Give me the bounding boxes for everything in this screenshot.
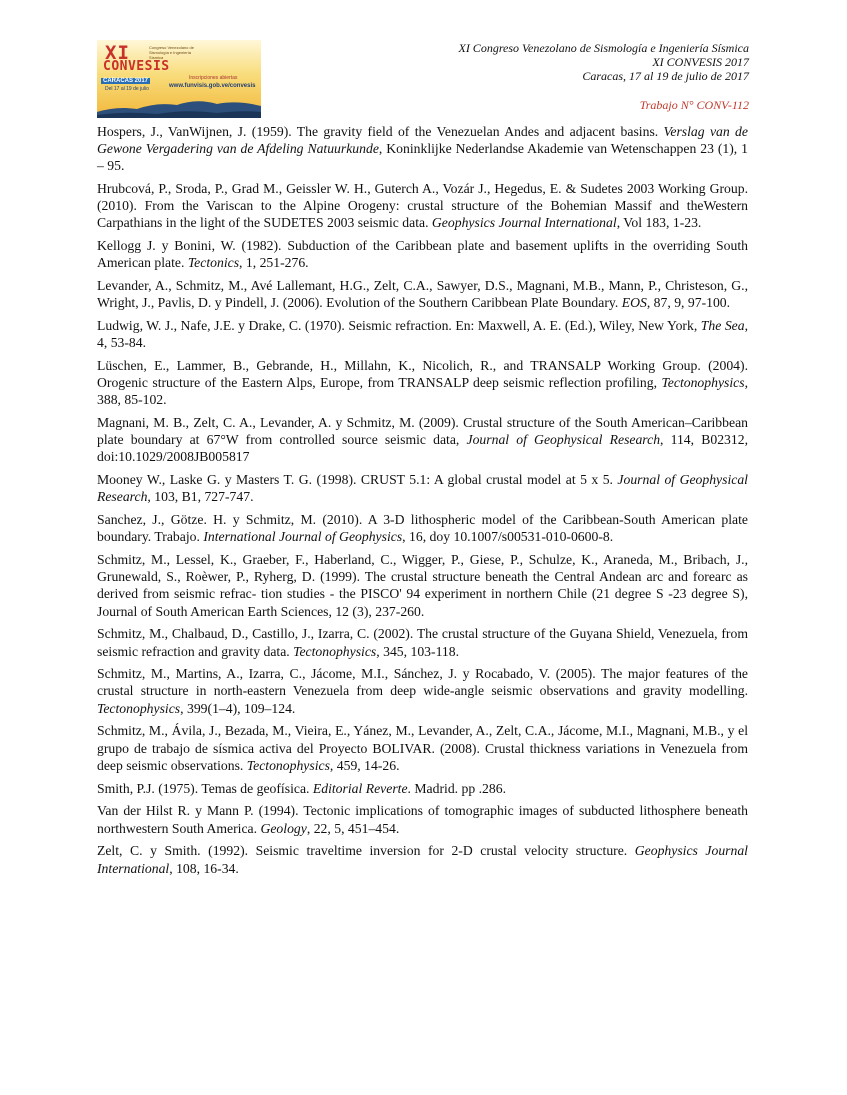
reference-source: Geology bbox=[260, 820, 307, 836]
header-congress: XI Congreso Venezolano de Sismología e Ingeniería Sísmica bbox=[458, 41, 749, 55]
reference-source: Journal of Geophysical Research bbox=[97, 472, 748, 505]
reference-entry bbox=[97, 180, 748, 231]
mountain-silhouette-icon bbox=[97, 92, 261, 118]
reference-text: , 103, B1, 727-747. bbox=[147, 489, 254, 505]
reference-text: Hospers, J., VanWijnen, J. (1959). The gravity field of the Venezuelan Andes and adjacent basins. bbox=[97, 124, 664, 139]
reference-source: The Sea bbox=[700, 318, 745, 334]
reference-text: , 114, B02312, doi:10.1029/2008JB005817 bbox=[97, 432, 748, 465]
reference-source: Editorial Reverte bbox=[312, 780, 408, 796]
reference-text: . Madrid. pp .286. bbox=[407, 780, 506, 796]
reference-text: , Koninklijke Nederlandse Akademie van Wetenschappen 23 (1), 1 – 95. bbox=[97, 141, 748, 174]
reference-entry bbox=[97, 551, 748, 619]
reference-entry bbox=[97, 625, 748, 659]
reference-source: Geophysics Journal International bbox=[431, 215, 617, 231]
reference-source: Verslag van de Gewone Vergadering van de Afdeling Natuurkunde bbox=[97, 124, 748, 157]
reference-entry bbox=[97, 511, 748, 545]
reference-entry bbox=[97, 237, 748, 271]
reference-entry bbox=[97, 842, 748, 876]
reference-source: Journal of Geophysical Research bbox=[466, 432, 661, 448]
reference-text: Lüschen, E., Lammer, B., Gebrande, H., Millahn, K., Nicolich, R., and TRANSALP Working Group. (2004). Orogenic structure of the Eastern Alps, Europe, from TRANSALP deep seismic reflection profiling, bbox=[97, 358, 748, 391]
page-header bbox=[458, 41, 749, 112]
reference-source: Tectonophysics bbox=[97, 700, 181, 716]
logo-url: www.funvisis.gob.ve/convesis bbox=[169, 83, 256, 89]
reference-source: International Journal of Geophysics bbox=[203, 529, 403, 545]
reference-source: Geophysics Journal International bbox=[97, 843, 748, 876]
reference-entry bbox=[97, 357, 748, 408]
reference-text: Van der Hilst R. y Mann P. (1994). Tectonic implications of tomographic images of subducted lithosphere beneath northwestern South America. bbox=[97, 803, 748, 836]
reference-text: Schmitz, M., Martins, A., Izarra, C., Jácome, M.I., Sánchez, J. y Rocabado, V. (2005). The major features of the crustal structure in north-eastern Venezuela from deep wide-angle seismic observations and gravity modelling. bbox=[97, 666, 748, 699]
reference-entry bbox=[97, 802, 748, 836]
reference-text: , 22, 5, 451–454. bbox=[306, 820, 400, 836]
reference-text: Schmitz, M., Lessel, K., Graeber, F., Haberland, C., Wigger, P., Giese, P., Schulze, K., Araneda, M., Bribach, J., Grunewald, S., Roèwer, P., Ryherg, D. (1999). The crustal structure beneath the Central Andean arc and forearc as derived from seismic refrac- tion studies - the PISCO' 94 experiment in northern Chile (21 degree S -23 degree S), Journal of South American Earth Sciences, 12 (3), 237-260. bbox=[97, 552, 748, 619]
reference-text: , 1, 251-276. bbox=[239, 255, 309, 271]
reference-text: , 388, 85-102. bbox=[97, 375, 748, 408]
reference-entry bbox=[97, 123, 748, 174]
reference-text: , 345, 103-118. bbox=[376, 643, 460, 659]
reference-list bbox=[97, 123, 748, 882]
reference-text: Kellogg J. y Bonini, W. (1982). Subduction of the Caribbean plate and basement uplifts in the overriding South American plate. bbox=[97, 238, 748, 271]
reference-text: , 399(1–4), 109–124. bbox=[180, 700, 296, 716]
reference-text: Magnani, M. B., Zelt, C. A., Levander, A. y Schmitz, M. (2009). Crustal structure of the South American–Caribbean plate boundary at 67°W from controlled source seismic data, bbox=[97, 415, 748, 448]
reference-text: Levander, A., Schmitz, M., Avé Lallemant, H.G., Zelt, C.A., Sawyer, D.S., Magnani, M.B., Mann, P., Christeson, G., Wright, J., Pavlis, D. y Pindell, J. (2006). Evolution of the Southern Caribbean Plate Boundary. bbox=[97, 278, 748, 311]
logo-dates: Del 17 al 19 de julio bbox=[105, 86, 149, 92]
reference-entry bbox=[97, 722, 748, 773]
logo-subtitle: Congreso Venezolano de Sismología e Ingeniería Sísmica bbox=[149, 45, 194, 60]
logo-city: CARACAS 2017 bbox=[103, 78, 149, 84]
reference-source: Tectonophysics bbox=[293, 643, 377, 659]
reference-text: Zelt, C. y Smith. (1992). Seismic traveltime inversion for 2-D crustal velocity structure. bbox=[97, 843, 635, 859]
reference-entry bbox=[97, 414, 748, 465]
reference-text: , 459, 14-26. bbox=[329, 757, 400, 773]
logo-name: CONVESIS bbox=[103, 59, 170, 74]
reference-entry bbox=[97, 471, 748, 505]
reference-text: Ludwig, W. J., Nafe, J.E. y Drake, C. (1970). Seismic refraction. En: Maxwell, A. E. (Ed.), Wiley, New York, bbox=[97, 318, 701, 334]
reference-entry bbox=[97, 665, 748, 716]
reference-text: , 4, 53-84. bbox=[97, 318, 748, 351]
reference-source: Tectonophysics bbox=[246, 757, 330, 773]
header-location-date: Caracas, 17 al 19 de julio de 2017 bbox=[582, 69, 749, 83]
logo-inscriptions: Inscripciones abiertas bbox=[189, 75, 238, 81]
reference-text: Smith, P.J. (1975). Temas de geofísica. bbox=[97, 780, 313, 796]
reference-entry bbox=[97, 780, 748, 797]
reference-source: Tectonics bbox=[187, 255, 240, 271]
reference-entry bbox=[97, 277, 748, 311]
reference-entry bbox=[97, 317, 748, 351]
header-paper-number: Trabajo N° CONV-112 bbox=[639, 98, 749, 112]
reference-text: , 108, 16-34. bbox=[169, 860, 239, 876]
reference-text: Schmitz, M., Ávila, J., Bezada, M., Vieira, E., Yánez, M., Levander, A., Zelt, C.A., Jácome, M.I., Magnani, M.B., y el grupo de trabajo de sísmica activa del Proyecto BOLIVAR. (2008). Crustal thickness variations in Venezuela from deep seismic observations. bbox=[97, 723, 748, 773]
logo-edition: XI bbox=[105, 42, 130, 64]
reference-source: Tectonophysics bbox=[661, 375, 745, 391]
reference-text: Sanchez, J., Götze. H. y Schmitz, M. (2010). A 3-D lithospheric model of the Caribbean-South American plate boundary. Trabajo. bbox=[97, 512, 748, 545]
reference-text: Hrubcová, P., Sroda, P., Grad M., Geissler W. H., Guterch A., Vozár J., Hegedus, E. & Sudetes 2003 Working Group. (2010). From the Variscan to the Alpine Orogeny: crustal structure of the Bohemian Massif and theWestern Carpathians in the light of the SUDETES 2003 seismic data. bbox=[97, 181, 748, 231]
reference-text: , Vol 183, 1-23. bbox=[616, 215, 702, 231]
conference-logo bbox=[97, 40, 261, 118]
reference-text: , 87, 9, 97-100. bbox=[646, 295, 731, 311]
reference-text: Mooney W., Laske G. y Masters T. G. (1998). CRUST 5.1: A global crustal model at 5 x 5. bbox=[97, 472, 618, 488]
reference-text: , 16, doy 10.1007/s00531-010-0600-8. bbox=[402, 529, 614, 545]
header-edition: XI CONVESIS 2017 bbox=[652, 55, 749, 69]
reference-source: EOS bbox=[621, 295, 647, 311]
reference-text: Schmitz, M., Chalbaud, D., Castillo, J., Izarra, C. (2002). The crustal structure of the Guyana Shield, Venezuela, from seismic refraction and gravity data. bbox=[97, 626, 748, 659]
